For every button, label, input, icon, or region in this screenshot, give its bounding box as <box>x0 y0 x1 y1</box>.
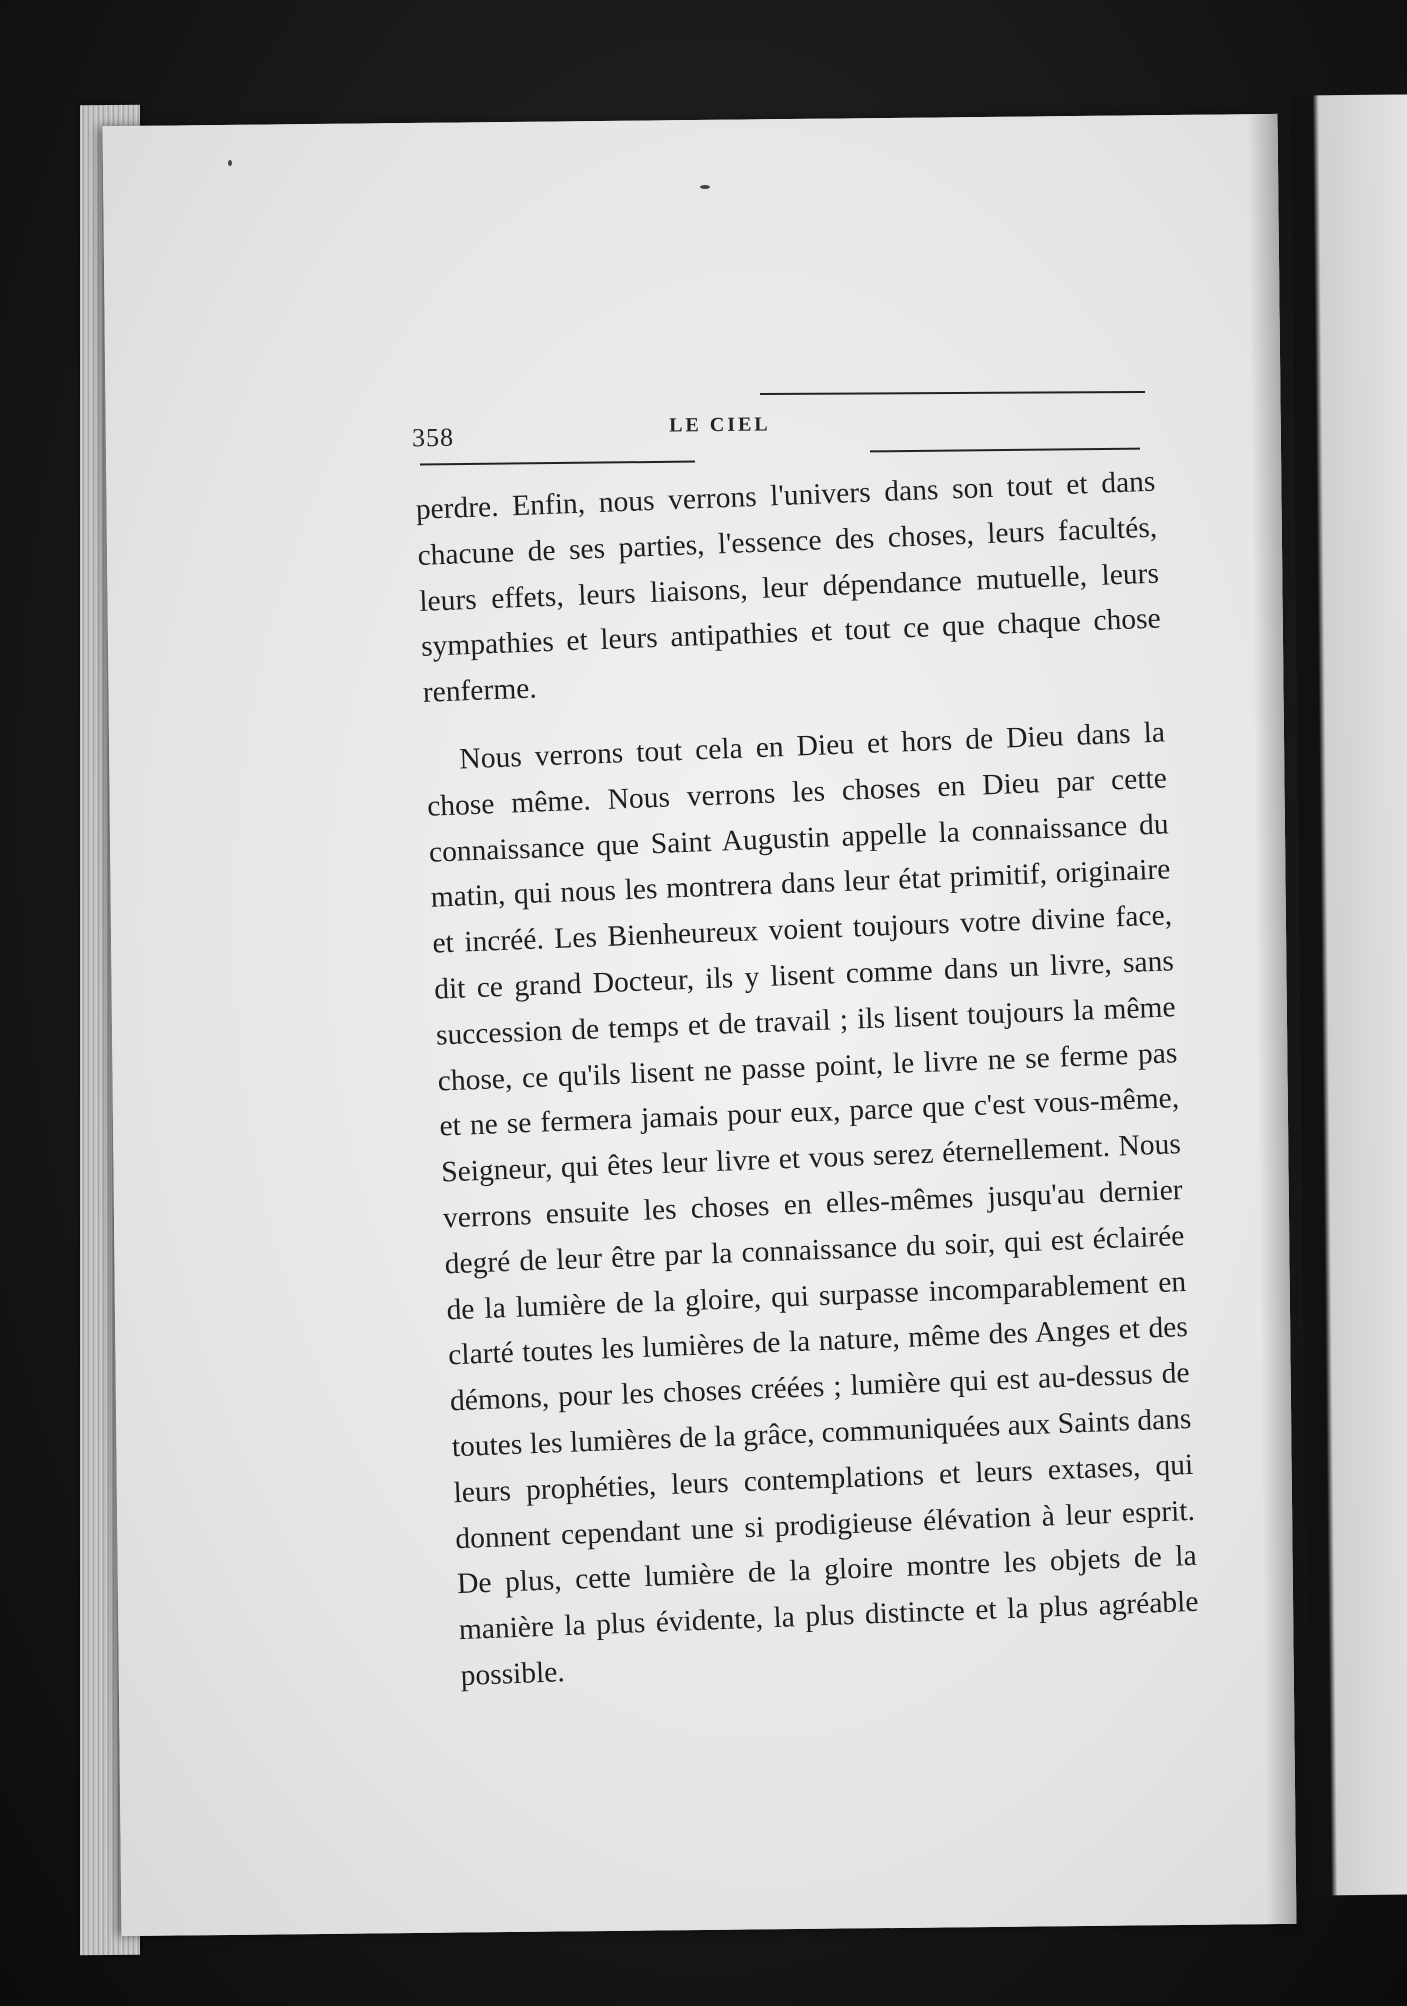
running-head: LE CIEL <box>669 413 771 437</box>
page-number: 358 <box>411 422 455 453</box>
scan-speck <box>700 185 710 189</box>
facing-page-edge <box>1291 94 1407 1895</box>
paragraph: perdre. Enfin, nous verrons l'univers dans son tout et dans chacune de ses parties, l'essence des choses, leurs facultés, leurs effets, leurs liaisons, leur dépendance mutuelle, leurs sympathies et leurs antipathies et tout ce que chaque chose renferme. <box>415 465 1162 710</box>
body-text <box>415 460 1201 1700</box>
paragraph: Nous verrons tout cela en Dieu et hors de Dieu dans la chose même. Nous verrons les choses en Dieu par cette connaissance que Saint Augustin appelle la connaissance du matin, qui nous les montrera dans leur état primitif, originaire et incréé. Les Bienheureux voient toujours votre divine face, dit ce grand Docteur, ils y lisent comme dans un livre, sans succession de temps et de travail ; ils lisent toujours la même chose, ce qu'ils lisent ne passe point, le livre ne se ferme pas et ne se fermera jamais pour eux, parce que c'est vous-même, Seigneur, qui êtes leur livre et vous serez éternellement. Nous verrons ensuite les choses en elles-mêmes jusqu'au dernier degré de leur être par la connaissance du soir, qui est éclairée de la lumière de la gloire, qui surpasse incomparablement en clarté toutes les lumières de la nature, même des Anges et des démons, pour les choses créées ; lumière qui est au-dessus de toutes les lumières de la grâce, communiquées aux Saints dans leurs prophéties, leurs contemplations et leurs extases, qui donnent cependant une si prodigieuse élévation à leur esprit. De plus, cette lumière de la gloire montre les objets de la manière la plus évidente, la plus distincte et la plus agréable possible. <box>426 716 1199 1693</box>
scan-speck <box>228 160 232 166</box>
spine-shadow <box>1247 114 1296 1924</box>
